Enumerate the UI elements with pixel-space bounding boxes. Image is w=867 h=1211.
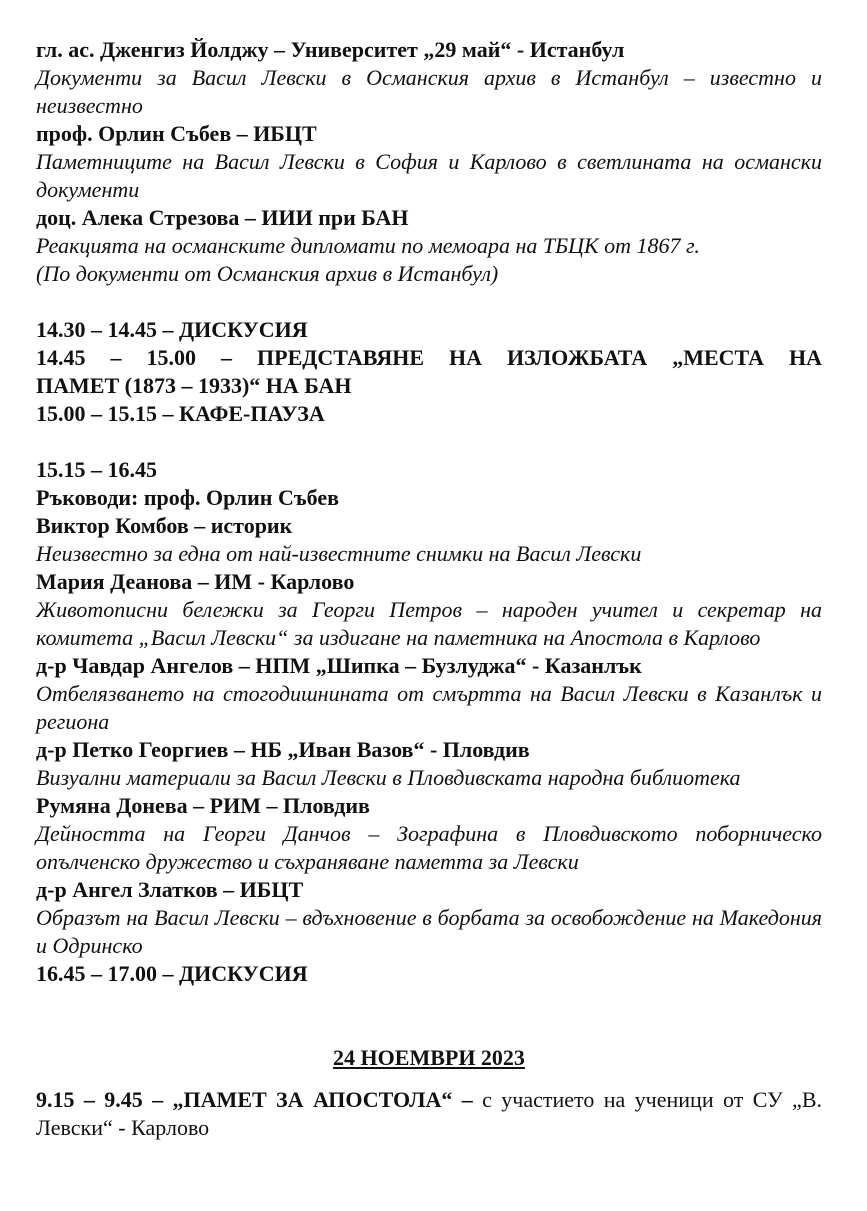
- spacer: [36, 428, 822, 456]
- speaker-name: Румяна Донева – РИМ – Пловдив: [36, 793, 370, 818]
- coffee-break-slot: 15.00 – 15.15 – КАФЕ-ПАУЗА: [36, 401, 325, 426]
- speaker-name: гл. ас. Дженгиз Йолджу – Университет „29 май“ - Истанбул: [36, 37, 625, 62]
- talk-title: Дейността на Георги Данчов – Зографина в Пловдивското поборническо опълченско дружество и съхраняване паметта за Левски: [36, 821, 822, 874]
- talk-entry: [36, 792, 822, 876]
- day-date: 24 НОЕМВРИ 2023: [333, 1045, 525, 1070]
- speaker-name: д-р Петко Георгиев – НБ „Иван Вазов“ - Пловдив: [36, 737, 530, 762]
- program-page: [36, 36, 822, 1142]
- talk-title: Отбелязването на стогодишнината от смъртта на Васил Левски в Казанлък и региона: [36, 681, 822, 734]
- event-title: 9.15 – 9.45 – „ПАМЕТ ЗА АПОСТОЛА“ –: [36, 1087, 473, 1112]
- talk-entry: [36, 736, 822, 792]
- talk-entry: [36, 568, 822, 652]
- talk-title: Неизвестно за една от най-известните снимки на Васил Левски: [36, 541, 642, 566]
- talk-title: Реакцията на османските дипломати по мемоара на ТБЦК от 1867 г.: [36, 233, 700, 258]
- talk-title: Документи за Васил Левски в Османския архив в Истанбул – известно и неизвестно: [36, 65, 822, 118]
- speaker-name: доц. Алека Стрезова – ИИИ при БАН: [36, 205, 409, 230]
- speaker-name: д-р Ангел Златков – ИБЦТ: [36, 877, 304, 902]
- talk-entry: [36, 36, 822, 120]
- talk-title: Паметниците на Васил Левски в София и Карлово в светлината на османски документи: [36, 149, 822, 202]
- speaker-name: Виктор Комбов – историк: [36, 513, 293, 538]
- discussion-slot: 14.30 – 14.45 – ДИСКУСИЯ: [36, 317, 308, 342]
- talk-entry: [36, 876, 822, 960]
- spacer: [36, 288, 822, 316]
- talk-entry: [36, 512, 822, 568]
- talk-entry: [36, 204, 822, 288]
- speaker-name: д-р Чавдар Ангелов – НПМ „Шипка – Бузлуджа“ - Казанлък: [36, 653, 642, 678]
- speaker-name: проф. Орлин Събев – ИБЦТ: [36, 121, 317, 146]
- talk-title: Животописни бележки за Георги Петров – народен учител и секретар на комитета „Васил Левски“ за издигане на паметника на Апостола в Карлово: [36, 597, 822, 650]
- talk-entry: [36, 120, 822, 204]
- exhibition-slot-line1: 14.45 – 15.00 – ПРЕДСТАВЯНЕ НА ИЗЛОЖБАТА „МЕСТА НА: [36, 345, 822, 370]
- event-description: с участието на ученици от СУ „В. Левски“ - Карлово: [36, 1087, 822, 1140]
- talk-entry: [36, 652, 822, 736]
- talk-title: Образът на Васил Левски – вдъхновение в борбата за освобождение на Македония и Одринско: [36, 905, 822, 958]
- talk-subtitle: (По документи от Османския архив в Истанбул): [36, 261, 499, 286]
- day-heading: [36, 1044, 822, 1072]
- session-time: 15.15 – 16.45: [36, 457, 157, 482]
- exhibition-slot-line2: ПАМЕТ (1873 – 1933)“ НА БАН: [36, 373, 352, 398]
- speaker-name: Мария Деанова – ИМ - Карлово: [36, 569, 355, 594]
- spacer: [36, 1072, 822, 1086]
- talk-title: Визуални материали за Васил Левски в Пловдивската народна библиотека: [36, 765, 741, 790]
- spacer: [36, 988, 822, 1044]
- discussion-slot: 16.45 – 17.00 – ДИСКУСИЯ: [36, 961, 308, 986]
- session-chair: Ръководи: проф. Орлин Събев: [36, 485, 340, 510]
- opening-event: [36, 1086, 822, 1142]
